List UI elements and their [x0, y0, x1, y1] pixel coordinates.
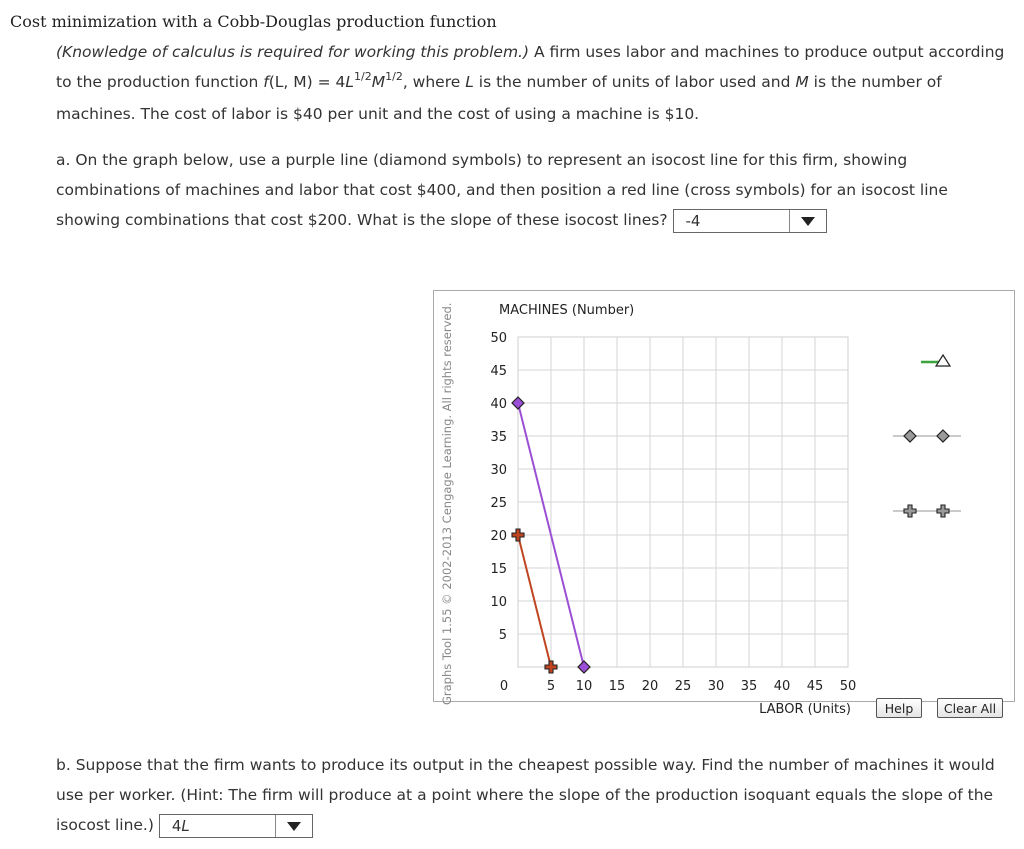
x-axis-label: LABOR (Units) [759, 702, 851, 717]
y-tick-label: 10 [490, 595, 507, 610]
func-args: (L, M) [268, 73, 313, 91]
y-tick-label: 35 [490, 430, 507, 445]
x-tick-label: 45 [806, 679, 824, 694]
x-tick-label: 50 [839, 679, 857, 694]
help-button[interactable]: Help [876, 698, 922, 718]
answer-variable: L [181, 816, 190, 835]
x-tick-label: 10 [575, 679, 593, 694]
intro-text-4: is the number of machines. The cost of labor is $40 per unit and the cost of using a machine is $10. [56, 73, 942, 123]
x-tick-label: 35 [740, 679, 758, 694]
x-tick-label: 20 [641, 679, 659, 694]
intro-text-3: is the number of units of labor used and [473, 73, 796, 91]
x-tick-label: 15 [608, 679, 626, 694]
y-tick-label: 5 [498, 628, 507, 643]
var-l: L [345, 73, 355, 91]
triangle-tool-icon[interactable] [936, 355, 950, 366]
x-tick-label: 0 [499, 679, 509, 694]
intro-text: A firm uses labor and machines to produce output according to the production function [56, 43, 1005, 91]
x-tick-label: 40 [773, 679, 791, 694]
y-tick-label: 30 [490, 463, 507, 478]
y-tick-label: 25 [490, 496, 507, 511]
question-b-text: b. Suppose that the firm wants to produce its output in the cheapest possible way. Find the number of machines it would use per worker. (Hint: The firm will produce at a point where the slope of the production isoquant equals the slope of the isocost line.) [56, 756, 995, 834]
machines-per-worker-dropdown[interactable] [159, 814, 313, 838]
clear-all-button[interactable]: Clear All [937, 698, 1003, 718]
machines-answer-value [172, 815, 190, 837]
y-tick-label: 20 [490, 529, 507, 544]
cross-tool-icon[interactable] [937, 505, 949, 517]
question-b [56, 750, 1016, 840]
cross-tool-icon[interactable] [904, 505, 916, 517]
intro-text-2: , where [402, 73, 466, 91]
var-m-2: M [795, 73, 809, 91]
question-a-text: a. On the graph below, use a purple line (diamond symbols) to represent an isocost line for this firm, showing combinations of machines and labor that cost $400, and then position a red line (cross symbols) for an isocost line showing combinations that cost $200. What is the slope of these isocost lines? [56, 151, 948, 229]
y-tick-label: 45 [490, 364, 507, 379]
page-title: Cost minimization with a Cobb-Douglas production function [10, 12, 497, 31]
var-l-2: L [465, 73, 474, 91]
chevron-down-icon[interactable] [275, 815, 312, 837]
y-tick-label: 15 [490, 562, 507, 577]
x-tick-label: 30 [707, 679, 725, 694]
x-tick-label: 5 [546, 679, 556, 694]
exp-m: 1/2 [385, 70, 403, 83]
diamond-tool-icon[interactable] [904, 430, 916, 442]
exp-l: 1/2 [354, 70, 372, 83]
var-m: M [371, 73, 386, 91]
diamond-tool-icon[interactable] [937, 430, 949, 442]
y-axis-label: MACHINES (Number) [499, 303, 635, 318]
y-tick-label: 40 [490, 397, 507, 412]
x-tick-label: 25 [674, 679, 692, 694]
func-eq: = 4 [312, 73, 346, 91]
func-name: f [263, 73, 269, 91]
y-tick-label: 50 [490, 331, 507, 346]
answer-coefficient: 4 [171, 816, 182, 835]
intro-prefix: (Knowledge of calculus is required for working this problem.) [56, 43, 530, 61]
slope-answer-value: -4 [685, 211, 701, 230]
